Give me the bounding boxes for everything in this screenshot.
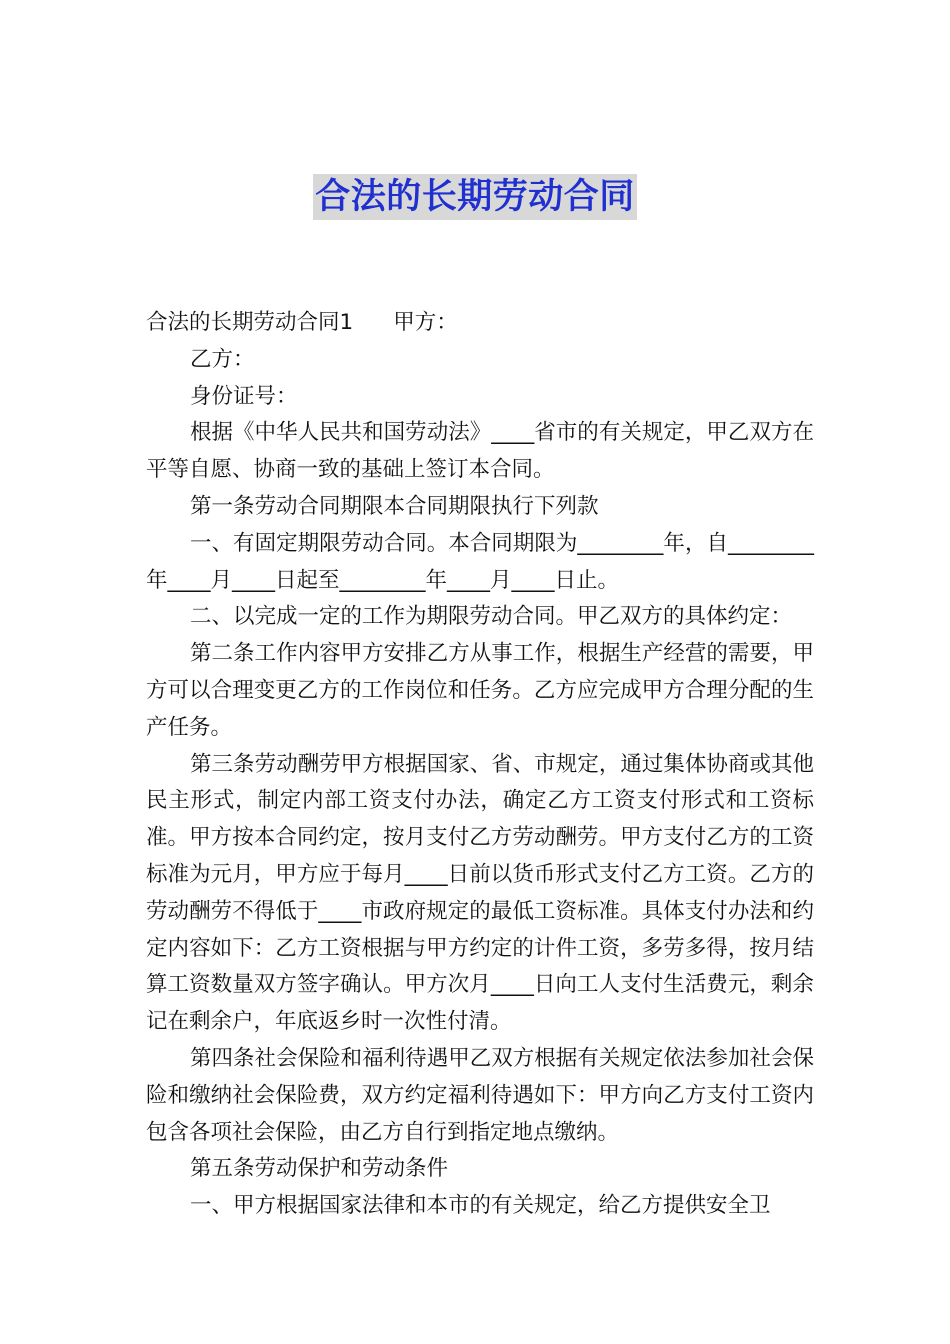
document-title: 合法的长期劳动合同 (313, 174, 637, 220)
paragraph: 身份证号： (190, 383, 298, 409)
paragraph: 一、有固定期限劳动合同。本合同期限为________年，自________年____月____日起至________年____月____日止。 (146, 530, 814, 593)
document-body (146, 305, 814, 1225)
paragraph: 二、以完成一定的工作为期限劳动合同。甲乙双方的具体约定： (190, 604, 793, 630)
paragraph: 第三条劳动酬劳甲方根据国家、省、市规定，通过集体协商或其他民主形式，制定内部工资支付办法，确定乙方工资支付形式和工资标准。甲方按本合同约定，按月支付乙方劳动酬劳。甲方支付乙方的工资标准为元月，甲方应于每月____日前以货币形式支付乙方工资。乙方的劳动酬劳不得低于____市政府规定的最低工资标准。具体支付办法和约定内容如下：乙方工资根据与甲方约定的计件工资，多劳多得，按月结算工资数量双方签字确认。甲方次月____日向工人支付生活费元，剩余记在剩余户，年底返乡时一次性付清。 (146, 751, 814, 1035)
paragraph: 一、甲方根据国家法律和本市的有关规定，给乙方提供安全卫 (190, 1193, 771, 1219)
paragraph: 乙方： (190, 346, 255, 372)
title-area (0, 174, 950, 220)
paragraph: 第五条劳动保护和劳动条件 (190, 1156, 449, 1182)
paragraph: 第二条工作内容甲方安排乙方从事工作，根据生产经营的需要，甲方可以合理变更乙方的工作岗位和任务。乙方应完成甲方合理分配的生产任务。 (146, 641, 814, 740)
paragraph: 根据《中华人民共和国劳动法》____省市的有关规定，甲乙双方在平等自愿、协商一致的基础上签订本合同。 (146, 420, 814, 483)
first-line (146, 305, 814, 342)
paragraph: 第四条社会保险和福利待遇甲乙双方根据有关规定依法参加社会保险和缴纳社会保险费，双方约定福利待遇如下：甲方向乙方支付工资内包含各项社会保险，由乙方自行到指定地点缴纳。 (146, 1045, 814, 1145)
party-a-label: 甲方： (393, 310, 458, 335)
paragraph: 第一条劳动合同期限本合同期限执行下列款 (190, 493, 599, 519)
contract-heading: 合法的长期劳动合同1 (146, 310, 354, 335)
